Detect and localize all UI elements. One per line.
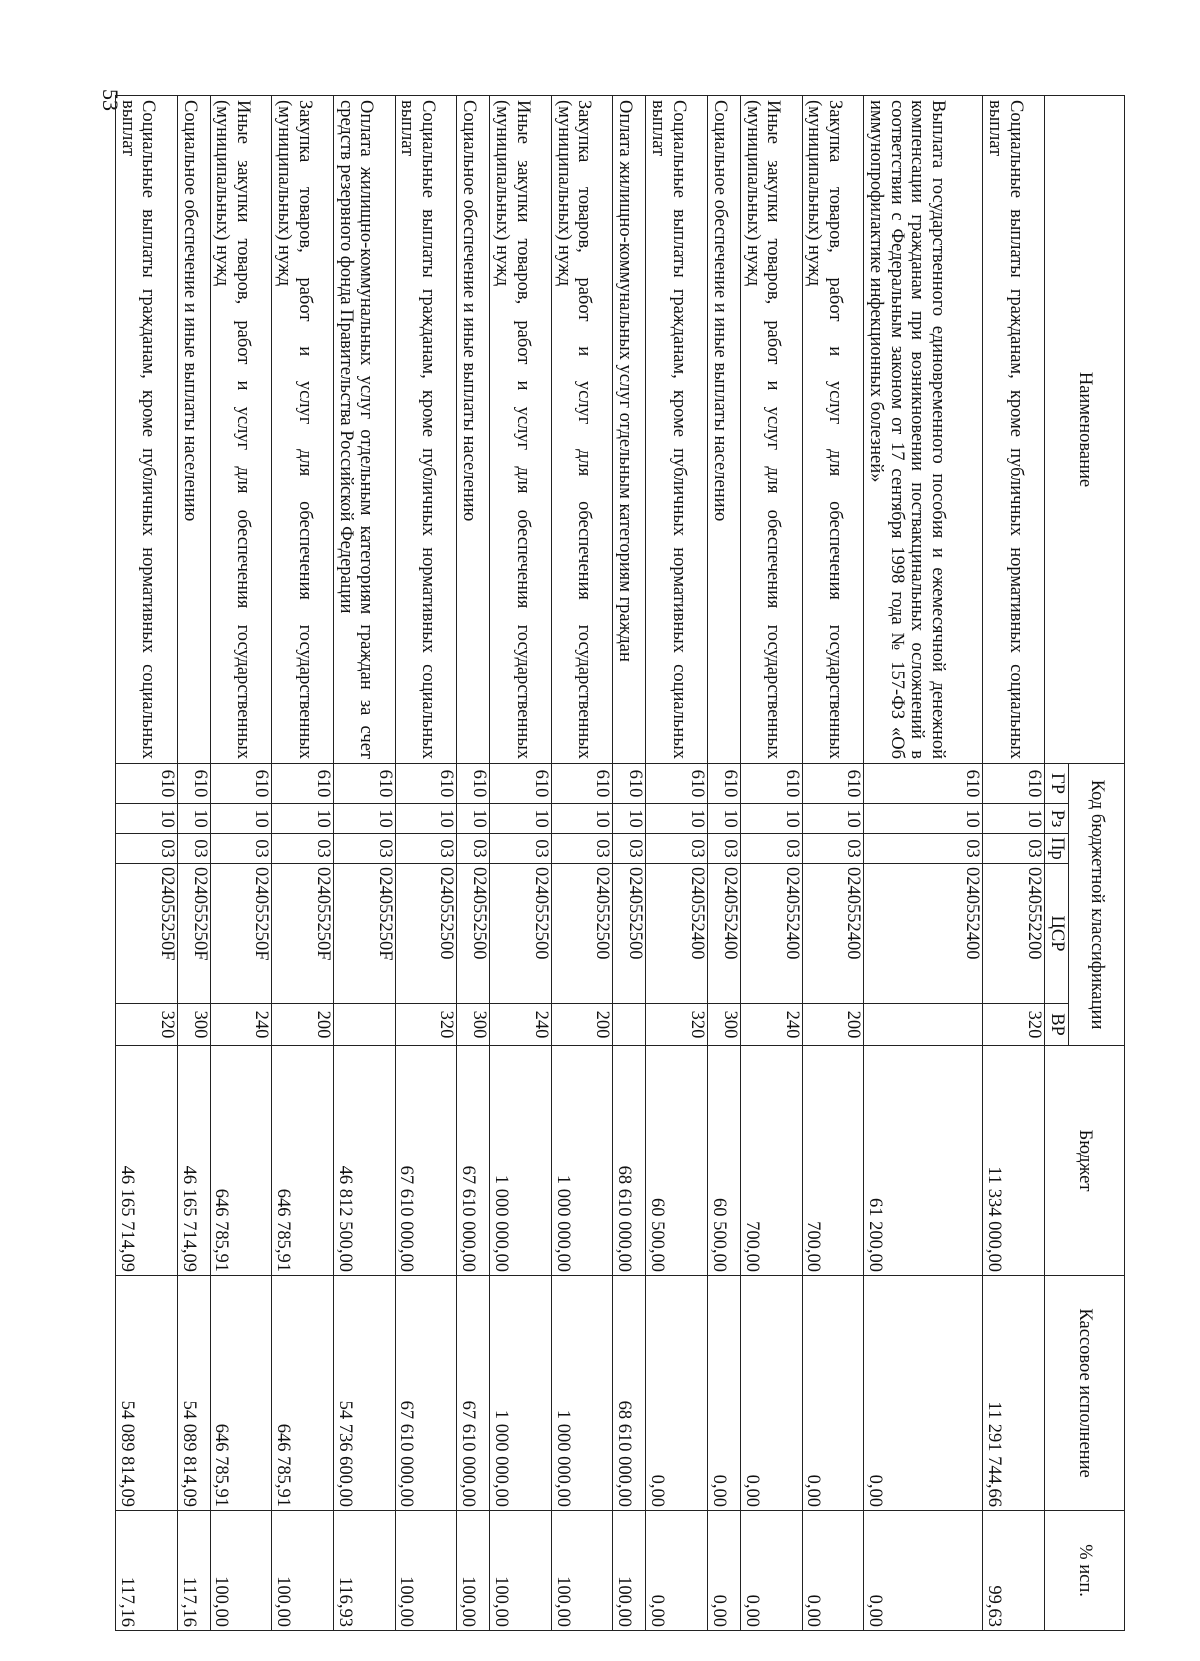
row-gr: 610 bbox=[708, 764, 741, 804]
row-pct: 116,93 bbox=[334, 1511, 396, 1631]
row-gr: 610 bbox=[272, 764, 334, 804]
row-pr: 03 bbox=[334, 834, 396, 864]
row-gr: 610 bbox=[613, 764, 646, 804]
row-cash: 0,00 bbox=[708, 1276, 741, 1511]
row-budget: 67 610 000,00 bbox=[457, 1046, 490, 1276]
row-name: Социальное обеспечение и иные выплаты населению bbox=[457, 96, 490, 764]
row-budget: 46 812 500,00 bbox=[334, 1046, 396, 1276]
header-gr: ГР bbox=[1045, 764, 1069, 804]
table-row bbox=[646, 96, 708, 1631]
row-pct: 117,16 bbox=[116, 1511, 178, 1631]
table-body bbox=[116, 96, 1045, 1631]
row-csr: 024055250F bbox=[334, 864, 396, 1004]
row-csr: 0240552500 bbox=[551, 864, 613, 1004]
row-pct: 117,16 bbox=[177, 1511, 210, 1631]
table-row bbox=[334, 96, 396, 1631]
row-cash: 0,00 bbox=[864, 1276, 983, 1511]
row-pr: 03 bbox=[457, 834, 490, 864]
row-csr: 024055250F bbox=[272, 864, 334, 1004]
table-row bbox=[395, 96, 457, 1631]
row-vr: 200 bbox=[272, 1004, 334, 1046]
row-cash: 0,00 bbox=[802, 1276, 864, 1511]
row-cash: 67 610 000,00 bbox=[457, 1276, 490, 1511]
row-rz: 10 bbox=[864, 804, 983, 834]
row-vr bbox=[334, 1004, 396, 1046]
row-csr: 0240552500 bbox=[395, 864, 457, 1004]
table-row bbox=[210, 96, 272, 1631]
row-name: Закупка товаров, работ и услуг для обеспечения государственных (муниципальных) нужд bbox=[551, 96, 613, 764]
row-csr: 024055250F bbox=[210, 864, 272, 1004]
row-pr: 03 bbox=[210, 834, 272, 864]
row-rz: 10 bbox=[613, 804, 646, 834]
row-cash: 67 610 000,00 bbox=[395, 1276, 457, 1511]
row-csr: 0240552400 bbox=[740, 864, 802, 1004]
row-vr: 300 bbox=[177, 1004, 210, 1046]
row-gr: 610 bbox=[551, 764, 613, 804]
row-pr: 03 bbox=[613, 834, 646, 864]
row-pr: 03 bbox=[802, 834, 864, 864]
row-pct: 99,63 bbox=[983, 1511, 1045, 1631]
row-csr: 0240552400 bbox=[646, 864, 708, 1004]
row-rz: 10 bbox=[177, 804, 210, 834]
header-name: Наименование bbox=[1045, 96, 1125, 764]
row-budget: 700,00 bbox=[740, 1046, 802, 1276]
row-name: Социальное обеспечение и иные выплаты населению bbox=[177, 96, 210, 764]
row-budget: 11 334 000,00 bbox=[983, 1046, 1045, 1276]
row-pct: 100,00 bbox=[272, 1511, 334, 1631]
table-row bbox=[490, 96, 552, 1631]
row-name: Выплата государственного единовременного пособия и ежемесячной денежной компенсации гражданам при возникновении поствакцинальных осложнений в соответствии с Федеральным законом от 17 сентября 1998 года № 157-ФЗ «Об иммунопрофилактике инфекционных болезней» bbox=[864, 96, 983, 764]
header-csr: ЦСР bbox=[1045, 864, 1069, 1004]
row-budget: 68 610 000,00 bbox=[613, 1046, 646, 1276]
row-budget: 700,00 bbox=[802, 1046, 864, 1276]
table-row bbox=[116, 96, 178, 1631]
row-pr: 03 bbox=[864, 834, 983, 864]
row-budget: 46 165 714,09 bbox=[177, 1046, 210, 1276]
row-csr: 0240552500 bbox=[490, 864, 552, 1004]
row-rz: 10 bbox=[802, 804, 864, 834]
row-gr: 610 bbox=[177, 764, 210, 804]
row-pr: 03 bbox=[551, 834, 613, 864]
row-cash: 54 089 814,09 bbox=[116, 1276, 178, 1511]
row-name: Иные закупки товаров, работ и услуг для обеспечения государственных (муниципальных) нужд bbox=[210, 96, 272, 764]
row-pct: 100,00 bbox=[210, 1511, 272, 1631]
row-name: Социальное обеспечение и иные выплаты населению bbox=[708, 96, 741, 764]
row-cash: 68 610 000,00 bbox=[613, 1276, 646, 1511]
table-row bbox=[177, 96, 210, 1631]
row-cash: 646 785,91 bbox=[272, 1276, 334, 1511]
row-pct: 0,00 bbox=[708, 1511, 741, 1631]
row-pr: 03 bbox=[646, 834, 708, 864]
row-name: Иные закупки товаров, работ и услуг для обеспечения государственных (муниципальных) нужд bbox=[490, 96, 552, 764]
row-pr: 03 bbox=[116, 834, 178, 864]
row-csr: 0240552500 bbox=[613, 864, 646, 1004]
row-gr: 610 bbox=[395, 764, 457, 804]
row-vr: 240 bbox=[740, 1004, 802, 1046]
row-cash: 1 000 000,00 bbox=[490, 1276, 552, 1511]
header-pr: Пр bbox=[1045, 834, 1069, 864]
row-vr: 200 bbox=[802, 1004, 864, 1046]
table-row bbox=[613, 96, 646, 1631]
row-pct: 100,00 bbox=[551, 1511, 613, 1631]
row-rz: 10 bbox=[272, 804, 334, 834]
header-code-group: Код бюджетной классификации bbox=[1069, 764, 1125, 1046]
row-pct: 0,00 bbox=[864, 1511, 983, 1631]
row-name: Закупка товаров, работ и услуг для обеспечения государственных (муниципальных) нужд bbox=[272, 96, 334, 764]
row-csr: 0240552200 bbox=[983, 864, 1045, 1004]
table-header bbox=[1045, 96, 1125, 1631]
row-csr: 0240552400 bbox=[864, 864, 983, 1004]
row-pr: 03 bbox=[272, 834, 334, 864]
row-vr: 300 bbox=[708, 1004, 741, 1046]
table-row bbox=[457, 96, 490, 1631]
row-gr: 610 bbox=[457, 764, 490, 804]
header-vr: ВР bbox=[1045, 1004, 1069, 1046]
row-pr: 03 bbox=[740, 834, 802, 864]
row-budget: 1 000 000,00 bbox=[490, 1046, 552, 1276]
row-vr: 240 bbox=[490, 1004, 552, 1046]
row-pct: 100,00 bbox=[395, 1511, 457, 1631]
row-csr: 0240552400 bbox=[708, 864, 741, 1004]
header-rz: Рз bbox=[1045, 804, 1069, 834]
row-rz: 10 bbox=[116, 804, 178, 834]
row-gr: 610 bbox=[116, 764, 178, 804]
row-vr: 300 bbox=[457, 1004, 490, 1046]
row-rz: 10 bbox=[395, 804, 457, 834]
row-budget: 61 200,00 bbox=[864, 1046, 983, 1276]
row-name: Социальные выплаты гражданам, кроме публичных нормативных социальных выплат bbox=[983, 96, 1045, 764]
row-csr: 024055250F bbox=[177, 864, 210, 1004]
row-cash: 0,00 bbox=[646, 1276, 708, 1511]
row-pct: 0,00 bbox=[802, 1511, 864, 1631]
header-pct: % исп. bbox=[1045, 1511, 1125, 1631]
header-cash: Кассовое исполнение bbox=[1045, 1276, 1125, 1511]
row-vr: 320 bbox=[646, 1004, 708, 1046]
page-number: 53 bbox=[98, 89, 123, 111]
row-vr bbox=[864, 1004, 983, 1046]
row-rz: 10 bbox=[740, 804, 802, 834]
table-row bbox=[272, 96, 334, 1631]
row-csr: 0240552400 bbox=[802, 864, 864, 1004]
row-gr: 610 bbox=[490, 764, 552, 804]
row-pct: 100,00 bbox=[457, 1511, 490, 1631]
table-row bbox=[983, 96, 1045, 1631]
row-gr: 610 bbox=[802, 764, 864, 804]
row-rz: 10 bbox=[983, 804, 1045, 834]
row-pr: 03 bbox=[490, 834, 552, 864]
row-gr: 610 bbox=[646, 764, 708, 804]
budget-table bbox=[115, 95, 1125, 1631]
row-vr: 320 bbox=[395, 1004, 457, 1046]
row-gr: 610 bbox=[864, 764, 983, 804]
table-row bbox=[708, 96, 741, 1631]
row-name: Социальные выплаты гражданам, кроме публичных нормативных социальных выплат bbox=[395, 96, 457, 764]
row-name: Социальные выплаты гражданам, кроме публичных нормативных социальных выплат bbox=[116, 96, 178, 764]
row-vr: 200 bbox=[551, 1004, 613, 1046]
row-cash: 11 291 744,66 bbox=[983, 1276, 1045, 1511]
row-budget: 67 610 000,00 bbox=[395, 1046, 457, 1276]
row-budget: 1 000 000,00 bbox=[551, 1046, 613, 1276]
row-cash: 1 000 000,00 bbox=[551, 1276, 613, 1511]
rotated-page bbox=[115, 95, 1125, 1630]
row-rz: 10 bbox=[708, 804, 741, 834]
row-vr: 320 bbox=[983, 1004, 1045, 1046]
row-gr: 610 bbox=[210, 764, 272, 804]
row-pr: 03 bbox=[708, 834, 741, 864]
row-vr bbox=[613, 1004, 646, 1046]
row-budget: 46 165 714,09 bbox=[116, 1046, 178, 1276]
row-gr: 610 bbox=[740, 764, 802, 804]
row-pct: 0,00 bbox=[646, 1511, 708, 1631]
row-pr: 03 bbox=[395, 834, 457, 864]
row-gr: 610 bbox=[983, 764, 1045, 804]
row-budget: 646 785,91 bbox=[210, 1046, 272, 1276]
header-budget: Бюджет bbox=[1045, 1046, 1125, 1276]
row-pct: 100,00 bbox=[490, 1511, 552, 1631]
row-cash: 54 736 600,00 bbox=[334, 1276, 396, 1511]
row-name: Оплата жилищно-коммунальных услуг отдельным категориям граждан за счет средств резервного фонда Правительства Российской Федерации bbox=[334, 96, 396, 764]
row-cash: 646 785,91 bbox=[210, 1276, 272, 1511]
row-name: Оплата жилищно-коммунальных услуг отдельным категориям граждан bbox=[613, 96, 646, 764]
row-vr: 320 bbox=[116, 1004, 178, 1046]
row-budget: 60 500,00 bbox=[708, 1046, 741, 1276]
row-gr: 610 bbox=[334, 764, 396, 804]
row-rz: 10 bbox=[457, 804, 490, 834]
table-row bbox=[551, 96, 613, 1631]
row-name: Закупка товаров, работ и услуг для обеспечения государственных (муниципальных) нужд bbox=[802, 96, 864, 764]
row-pct: 0,00 bbox=[740, 1511, 802, 1631]
row-budget: 646 785,91 bbox=[272, 1046, 334, 1276]
row-rz: 10 bbox=[490, 804, 552, 834]
row-rz: 10 bbox=[210, 804, 272, 834]
row-pr: 03 bbox=[177, 834, 210, 864]
row-rz: 10 bbox=[646, 804, 708, 834]
row-rz: 10 bbox=[334, 804, 396, 834]
row-name: Социальные выплаты гражданам, кроме публичных нормативных социальных выплат bbox=[646, 96, 708, 764]
row-budget: 60 500,00 bbox=[646, 1046, 708, 1276]
row-pr: 03 bbox=[983, 834, 1045, 864]
row-name: Иные закупки товаров, работ и услуг для обеспечения государственных (муниципальных) нужд bbox=[740, 96, 802, 764]
table-row bbox=[864, 96, 983, 1631]
table-row bbox=[740, 96, 802, 1631]
row-csr: 0240552500 bbox=[457, 864, 490, 1004]
row-csr: 024055250F bbox=[116, 864, 178, 1004]
table-row bbox=[802, 96, 864, 1631]
row-vr: 240 bbox=[210, 1004, 272, 1046]
row-cash: 54 089 814,09 bbox=[177, 1276, 210, 1511]
row-pct: 100,00 bbox=[613, 1511, 646, 1631]
row-cash: 0,00 bbox=[740, 1276, 802, 1511]
row-rz: 10 bbox=[551, 804, 613, 834]
